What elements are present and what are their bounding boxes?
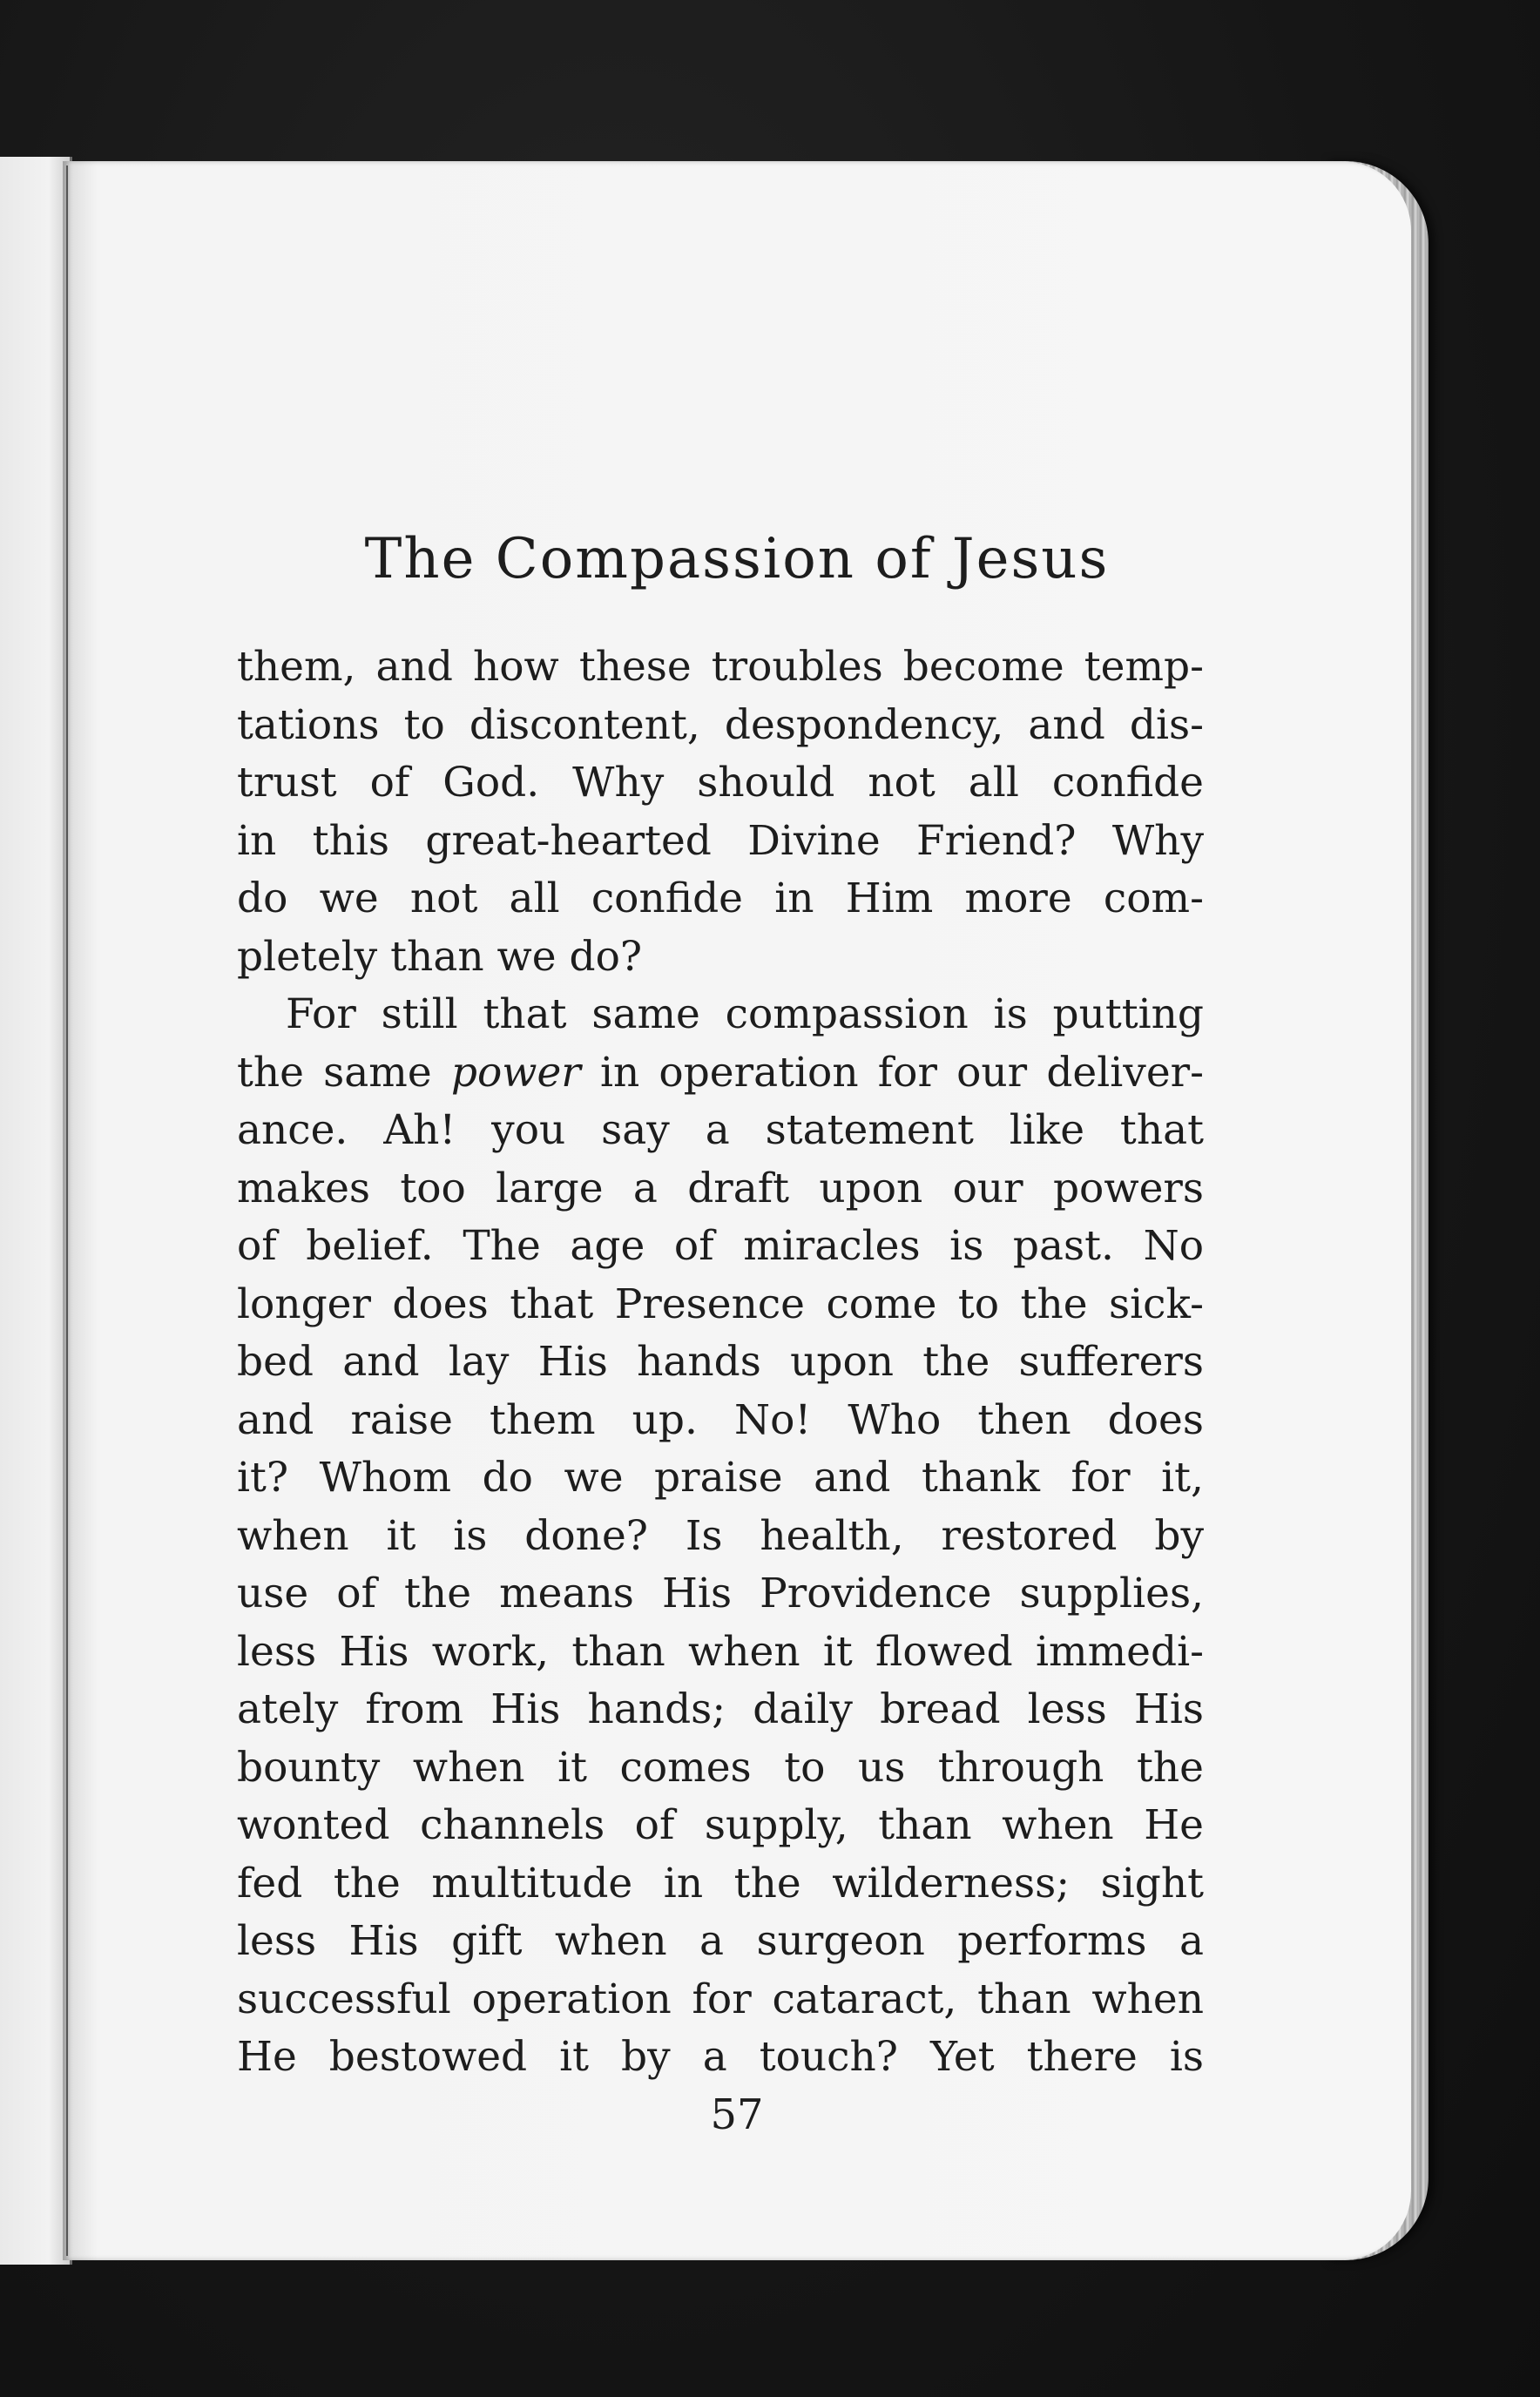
text-line: longer does that Presence come to the sick- [237,1280,1204,1328]
book-page [63,161,1411,2260]
text-line: them, and how these troubles become temp- [237,643,1204,691]
text-line: when it is done? Is health, restored by [237,1511,1204,1560]
text-line: ately from His hands; daily bread less His [237,1685,1204,1733]
text-line: successful operation for cataract, than when [237,1975,1204,2023]
text-line: of belief. The age of miracles is past. No [237,1222,1204,1270]
text-line: makes too large a draft upon our powers [237,1164,1204,1212]
text-line: it? Whom do we praise and thank for it, [237,1454,1204,1502]
italic-word: power [450,1048,581,1097]
text-line: less His work, than when it flowed immedi- [237,1627,1204,1676]
text-line: ance. Ah! you say a statement like that [237,1106,1204,1154]
text-segment: in operation for our deliver- [599,1048,1204,1097]
text-line: trust of God. Why should not all confide [237,759,1204,807]
text-line: less His gift when a surgeon performs a [237,1917,1204,1965]
text-line: wonted channels of supply, than when He [237,1801,1204,1849]
page-number: 57 [710,2090,764,2139]
text-line: pletely than we do? [237,932,643,981]
facing-page-edge [0,157,72,2265]
text-line: in this great-hearted Divine Friend? Why [237,816,1204,865]
text-line: and raise them up. No! Who then does [237,1395,1204,1444]
text-segment: the same [237,1048,432,1097]
text-line: fed the multitude in the wilderness; sight [237,1859,1204,1907]
running-head: The Compassion of Jesus [364,527,1110,591]
body-text [237,638,1204,2087]
text-line: tations to discontent, despondency, and dis- [237,700,1204,749]
gutter-line [66,165,68,2256]
text-line: do we not all confide in Him more com- [237,874,1204,922]
text-line: bed and lay His hands upon the sufferers [237,1338,1204,1386]
text-line-with-italic [237,1044,1204,1103]
text-line: use of the means His Providence supplies, [237,1570,1204,1617]
text-line: For still that same compassion is putting [286,990,1204,1038]
text-line: bounty when it comes to us through the [237,1743,1204,1792]
text-line: He bestowed it by a touch? Yet there is [237,2033,1204,2081]
